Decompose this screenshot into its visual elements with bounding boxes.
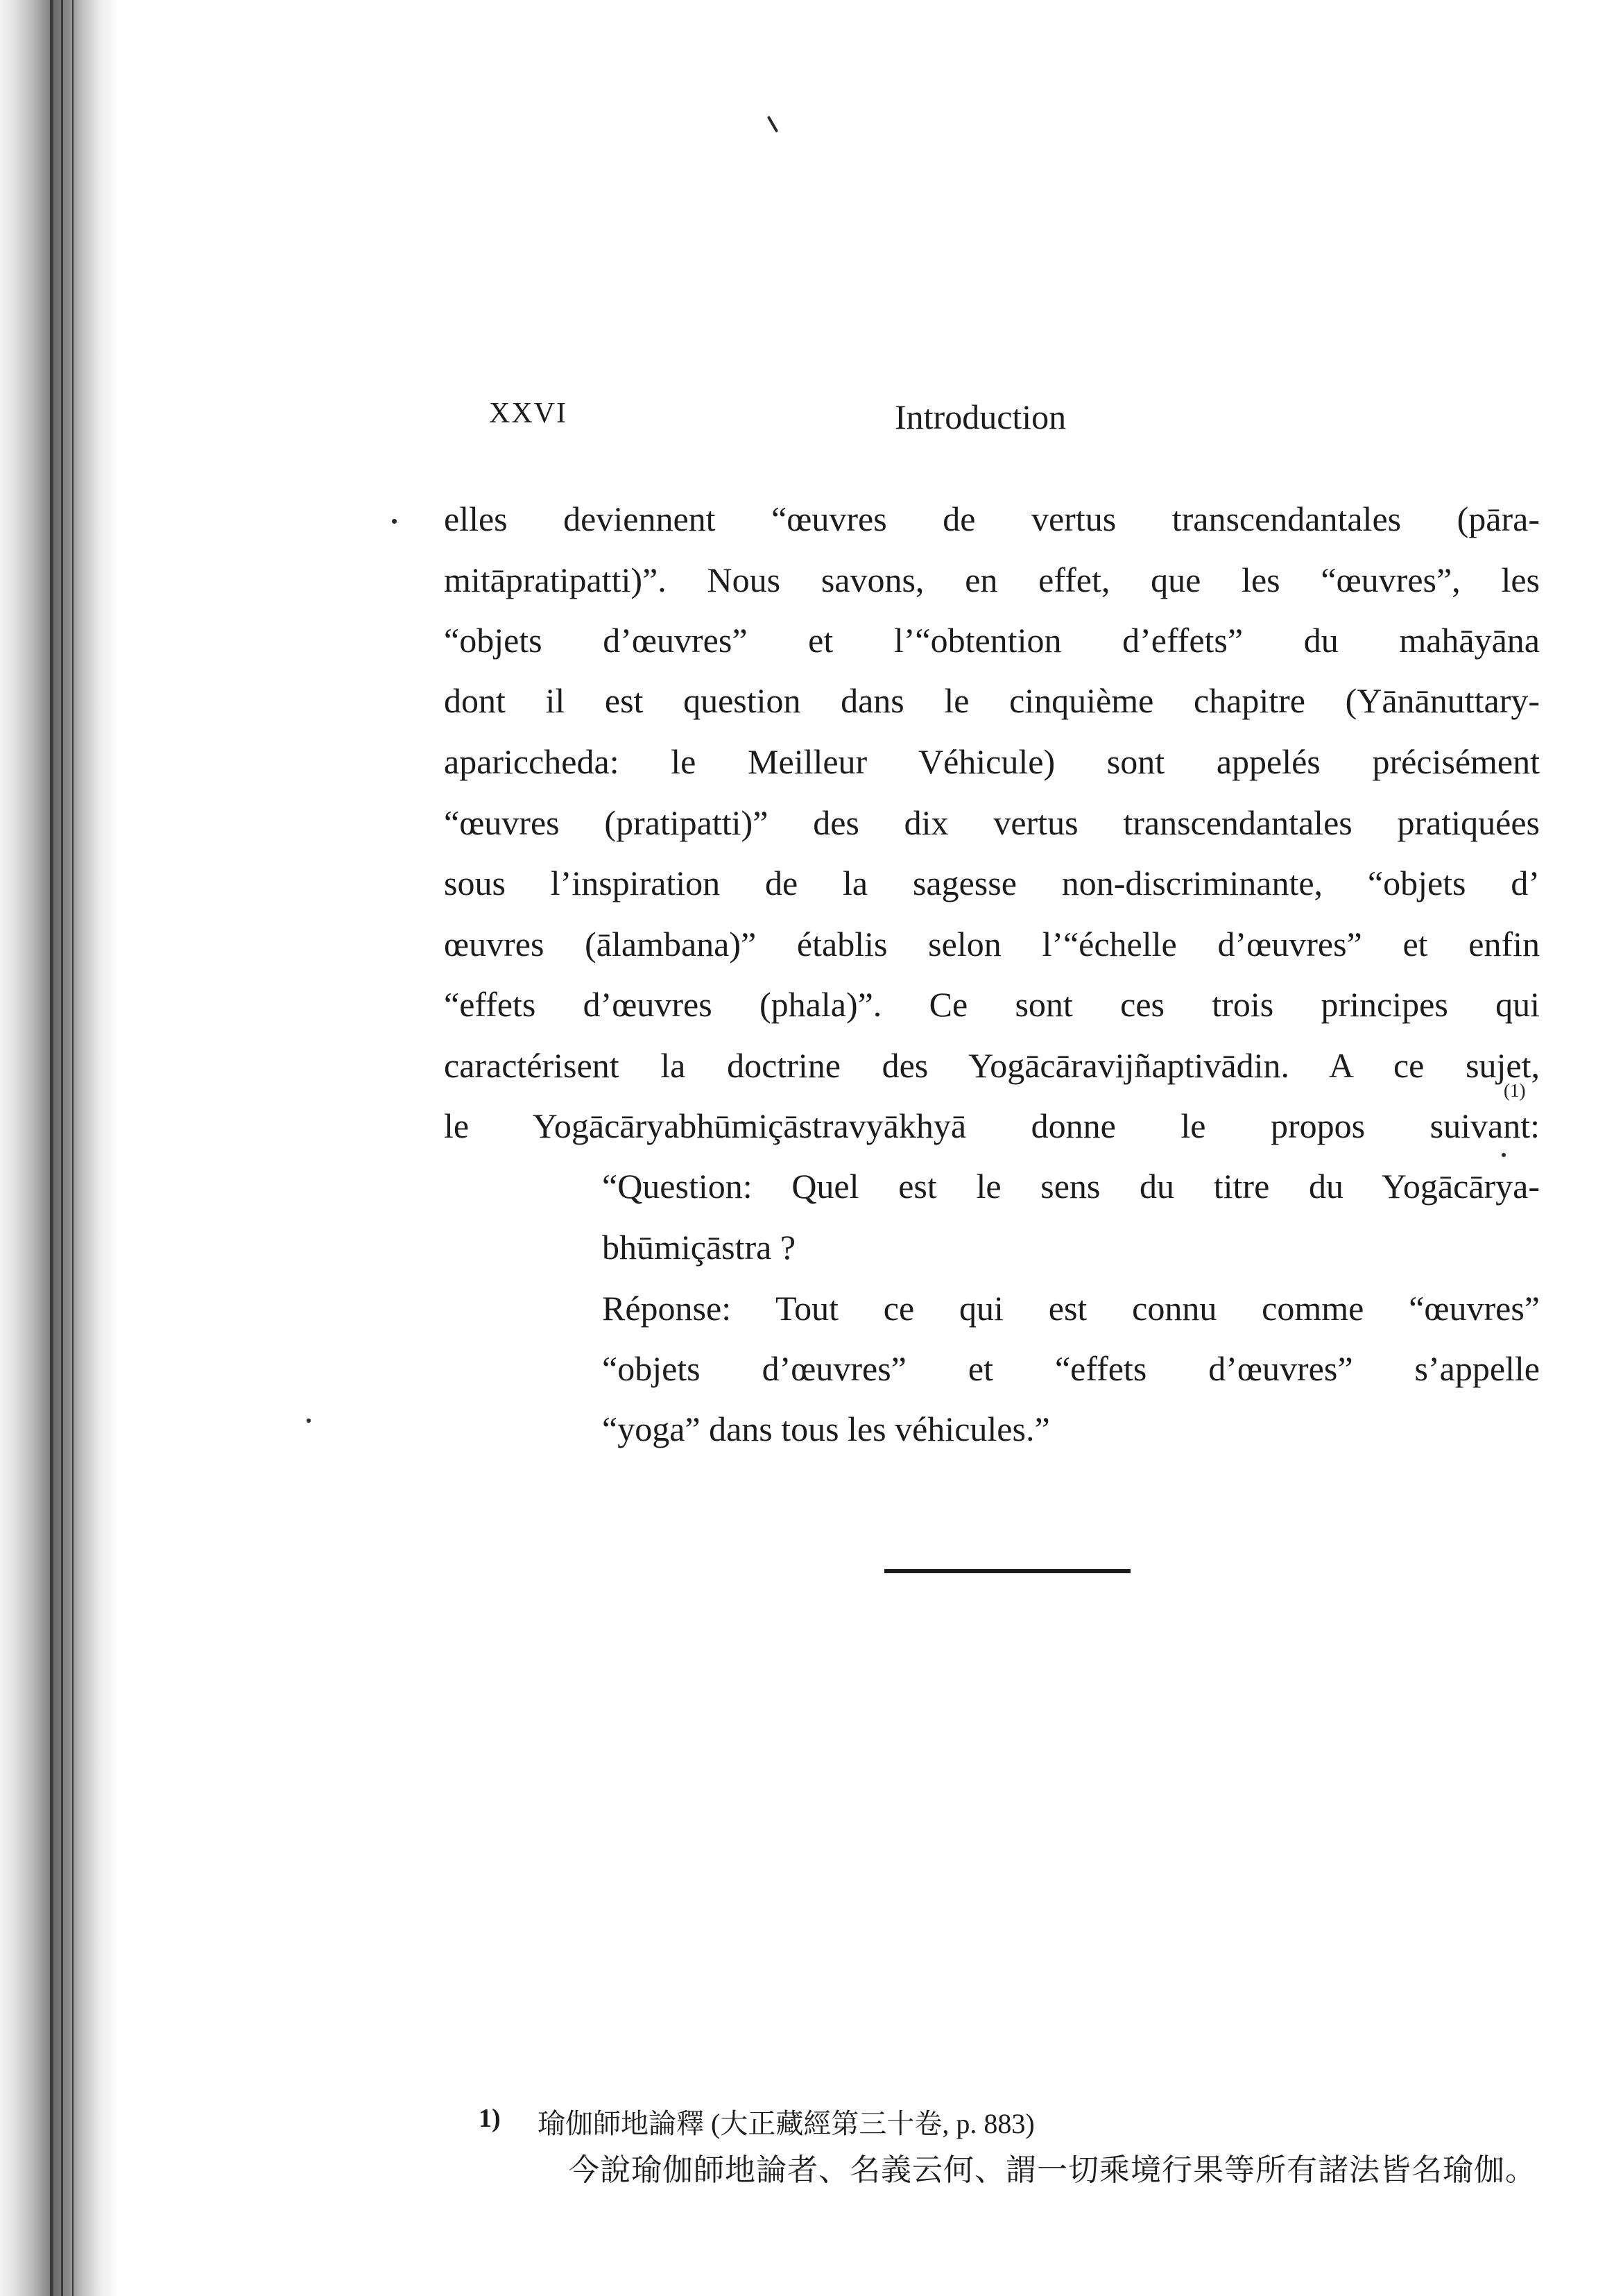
scan-speck [1502, 1153, 1506, 1157]
footnote-citation: 瑜伽師地論釋 (大正藏經第三十卷, p. 883) [538, 2108, 1035, 2139]
scan-binding-shadow [0, 0, 118, 2296]
binding-edge-line [72, 0, 74, 2296]
scan-speck [767, 116, 778, 133]
body-text-line: mitāpratipatti)”. Nous savons, en effet, que les “œuvres”, les [444, 560, 1540, 599]
quote-line: bhūmiçāstra ? [602, 1228, 796, 1267]
body-text-line: œuvres (ālambana)” établis selon l’“échelle d’œuvres” et enfin [444, 925, 1540, 963]
body-text-line: caractérisent la doctrine des Yogācāravijñaptivādin. A ce sujet, [444, 1046, 1540, 1085]
body-text-line: sous l’inspiration de la sagesse non-discriminante, “objets d’ [444, 864, 1540, 902]
binding-edge-line [50, 0, 53, 2296]
scan-speck [392, 519, 397, 524]
scan-speck [307, 1419, 311, 1423]
footnote-reference: (1) [1504, 1080, 1526, 1101]
page-number: XXVI [489, 397, 567, 429]
quote-line: Réponse: Tout ce qui est connu comme “œuvres” [602, 1289, 1540, 1328]
body-text-line: elles deviennent “œuvres de vertus transcendantales (pāra- [444, 499, 1540, 538]
running-title: Introduction [895, 397, 1067, 436]
quote-line: “Question: Quel est le sens du titre du Yogācārya- [602, 1167, 1540, 1206]
section-end-rule [884, 1569, 1131, 1573]
quote-line: “yoga” dans tous les véhicules.” [602, 1410, 1050, 1448]
footnote-quotation: 今說瑜伽師地論者、名義云何、謂一切乘境行果等所有諸法皆名瑜伽。 [569, 2153, 1536, 2187]
footnote-marker: 1) [479, 2104, 501, 2133]
body-text-line: “effets d’œuvres (phala)”. Ce sont ces trois principes qui [444, 985, 1540, 1024]
binding-edge-line [61, 0, 63, 2296]
body-text-line: “œuvres (pratipatti)” des dix vertus transcendantales pratiquées [444, 803, 1540, 842]
body-text-line: dont il est question dans le cinquième chapitre (Yānānuttary- [444, 681, 1540, 720]
body-text-line: le Yogācāryabhūmiçāstravyākhyā donne le propos suivant: [444, 1106, 1540, 1145]
body-text-line: “objets d’œuvres” et l’“obtention d’effets” du mahāyāna [444, 621, 1540, 660]
quote-line: “objets d’œuvres” et “effets d’œuvres” s’appelle [602, 1349, 1540, 1388]
body-text-line: aparicchedа: le Meilleur Véhicule) sont appelés précisément [444, 742, 1540, 781]
